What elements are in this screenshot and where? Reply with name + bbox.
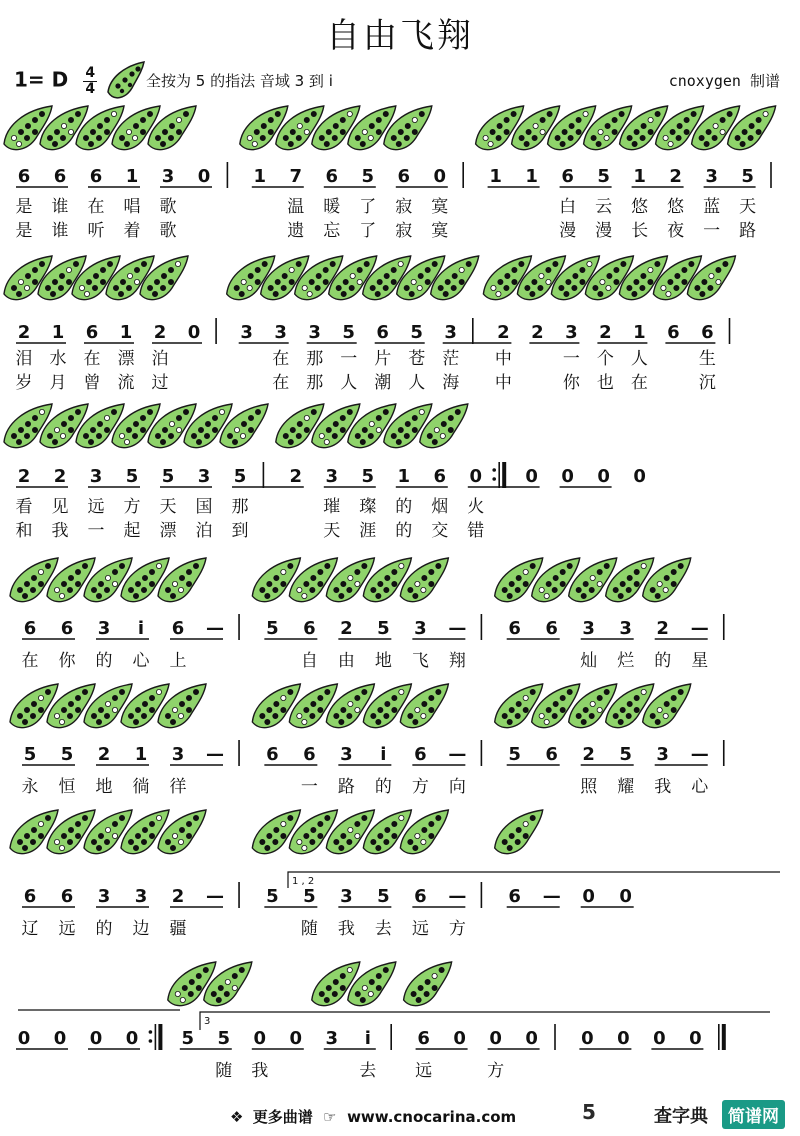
note: 1 — [119, 322, 133, 343]
note: 2 — [17, 466, 31, 487]
note: 5 — [303, 886, 316, 907]
note: 6 — [266, 744, 279, 765]
note: 6 — [303, 618, 316, 639]
note: 3 — [134, 886, 148, 907]
note: 3 — [161, 166, 175, 187]
lyric-char: 一 — [562, 349, 580, 369]
note: 6 — [60, 886, 74, 907]
note: 6 — [545, 744, 558, 765]
note: 0 — [187, 322, 201, 343]
note: 0 — [469, 466, 483, 487]
lyric-char: 自 — [300, 651, 318, 671]
lyric-char: 人 — [340, 373, 358, 393]
lyric-char: 那 — [231, 497, 249, 517]
note: 5 — [161, 466, 175, 487]
lyric-char: 方 — [487, 1061, 505, 1081]
site-url[interactable]: www.cnocarina.com — [347, 1108, 517, 1126]
credit: cnoxygen 制谱 — [668, 72, 780, 90]
note: 5 — [508, 744, 521, 765]
lyric-char: 灿 — [580, 651, 598, 671]
note: 1 — [525, 166, 538, 187]
lyric-char: 夜 — [667, 221, 685, 241]
lyric-char: 月 — [49, 373, 67, 393]
note: 0 — [582, 886, 595, 907]
note: 0 — [525, 466, 538, 487]
lyric-char: 路 — [337, 777, 355, 797]
lyric-char: 远 — [411, 919, 429, 939]
note: 6 — [17, 166, 31, 187]
lyric-char: 起 — [123, 521, 141, 541]
note: — — [206, 618, 224, 639]
key-label: 1= D — [14, 67, 69, 92]
note: 5 — [266, 886, 279, 907]
time-signature-bottom: 4 — [85, 81, 96, 97]
note: 2 — [669, 166, 682, 187]
note: 0 — [689, 1028, 702, 1049]
note: 5 — [619, 744, 632, 765]
note: 3 — [97, 618, 111, 639]
lyric-char: 心 — [691, 777, 709, 797]
lyric-char: 云 — [595, 197, 613, 217]
note: 6 — [433, 466, 447, 487]
lyric-char: 曾 — [83, 373, 101, 393]
note: 3 — [582, 618, 595, 639]
note: 5 — [60, 744, 74, 765]
lyric-char: 着 — [123, 221, 141, 241]
lyric-char: 远 — [58, 919, 76, 939]
lyric-char: 辽 — [21, 919, 39, 939]
note: 5 — [233, 466, 247, 487]
note: 6 — [417, 1028, 430, 1049]
note: 5 — [410, 322, 423, 343]
lyric-char: 烂 — [617, 651, 635, 671]
note: 3 — [240, 322, 253, 343]
note: 2 — [656, 618, 669, 639]
volta-label: 1 , 2 — [292, 876, 315, 887]
note: 0 — [633, 466, 646, 487]
lyric-char: 交 — [431, 521, 449, 541]
footer-link[interactable] — [230, 1106, 516, 1127]
repeat-dot — [149, 1039, 153, 1043]
note: 6 — [508, 618, 521, 639]
note: 2 — [599, 322, 612, 343]
lyric-char: 心 — [132, 651, 150, 671]
note: 6 — [376, 322, 389, 343]
lyric-char: 由 — [337, 651, 355, 671]
lyric-char: 人 — [630, 349, 648, 369]
note: 0 — [619, 886, 632, 907]
lyric-char: 涯 — [359, 521, 377, 541]
lyric-char: 在 — [83, 349, 101, 369]
lyric-char: 天 — [739, 197, 757, 217]
note: 0 — [581, 1028, 594, 1049]
note: 2 — [289, 466, 303, 487]
lyric-char: 暖 — [323, 197, 341, 217]
lyric-char: 方 — [448, 919, 466, 939]
lyric-char: 永 — [21, 777, 39, 797]
note: 1 — [134, 744, 148, 765]
lyric-char: 漂 — [159, 521, 177, 541]
note: 3 — [274, 322, 287, 343]
note: 0 — [617, 1028, 630, 1049]
ocarina-fingering-icon — [404, 962, 452, 1006]
note: 6 — [508, 886, 521, 907]
lyric-char: 在 — [87, 197, 105, 217]
note: 2 — [53, 466, 67, 487]
note: i — [137, 618, 145, 639]
note: 0 — [125, 1028, 139, 1049]
lyric-char: 苍 — [408, 349, 426, 369]
lyric-char: 温 — [287, 197, 305, 217]
lyric-char: 泊 — [195, 521, 213, 541]
note: 5 — [217, 1028, 231, 1049]
lyric-char: 了 — [359, 197, 377, 217]
note: 6 — [701, 322, 714, 343]
lyric-char: 寂 — [395, 221, 413, 241]
note: — — [690, 618, 709, 639]
note: 6 — [325, 166, 339, 187]
lyric-char: 水 — [49, 349, 67, 369]
note: 5 — [377, 618, 390, 639]
song-title: 自由飞翔 — [326, 16, 474, 56]
note: — — [690, 744, 709, 765]
lyric-char: 生 — [698, 349, 716, 369]
lyric-char: 海 — [442, 373, 460, 393]
note: 2 — [97, 744, 111, 765]
note: 3 — [565, 322, 578, 343]
lyric-char: 我 — [654, 777, 672, 797]
lyric-char: 片 — [374, 349, 392, 369]
note: 0 — [453, 1028, 466, 1049]
note: 5 — [597, 166, 610, 187]
note: 3 — [444, 322, 457, 343]
note: — — [448, 886, 467, 907]
note: 3 — [308, 322, 321, 343]
note: 6 — [89, 166, 103, 187]
note: 3 — [97, 886, 111, 907]
note: 6 — [53, 166, 67, 187]
note: 2 — [497, 322, 510, 343]
lyric-char: 见 — [51, 497, 69, 517]
note: — — [448, 618, 467, 639]
lyric-char: 流 — [117, 373, 135, 393]
note: 6 — [667, 322, 680, 343]
lyric-char: 远 — [415, 1061, 433, 1081]
lyric-char: 徉 — [169, 777, 187, 797]
note: 5 — [125, 466, 139, 487]
repeat-dot — [492, 477, 496, 481]
lyric-char: 遗 — [287, 221, 305, 241]
lyric-char: 恒 — [58, 777, 76, 797]
lyric-char: 的 — [654, 651, 672, 671]
lyric-char: 谁 — [51, 197, 69, 217]
lyric-char: 悠 — [667, 197, 685, 217]
note: 0 — [561, 466, 574, 487]
lyric-char: 错 — [467, 521, 485, 541]
lyric-char: 地 — [374, 651, 392, 671]
note: 6 — [303, 744, 316, 765]
lyric-char: 璨 — [359, 497, 377, 517]
note: 0 — [89, 1028, 103, 1049]
lyric-char: 一 — [340, 349, 358, 369]
note: 3 — [656, 744, 669, 765]
lyric-char: 寞 — [431, 197, 449, 217]
note: 0 — [653, 1028, 666, 1049]
note: 5 — [377, 886, 390, 907]
lyric-char: 长 — [631, 221, 649, 241]
lyric-char: 中 — [494, 349, 512, 369]
volta-bracket — [200, 1012, 770, 1030]
lyric-char: 随 — [300, 919, 318, 939]
note: 1 — [51, 322, 65, 343]
logo-text-a: 查字典 — [654, 1106, 708, 1127]
note: 5 — [741, 166, 754, 187]
lyric-char: 耀 — [617, 777, 635, 797]
note: 0 — [289, 1028, 303, 1049]
lyric-char: 远 — [87, 497, 105, 517]
note: 1 — [633, 322, 646, 343]
more-scores-label: 更多曲谱 — [252, 1108, 313, 1126]
lyric-char: 在 — [21, 651, 39, 671]
lyric-char: 人 — [408, 373, 426, 393]
volta-label: 3 — [204, 1016, 211, 1027]
lyric-char: 璀 — [323, 497, 341, 517]
note: 0 — [17, 1028, 31, 1049]
note: — — [448, 744, 467, 765]
lyric-char: 上 — [169, 651, 187, 671]
note: 6 — [23, 886, 37, 907]
lyric-char: 在 — [272, 373, 290, 393]
note: 6 — [414, 744, 427, 765]
lyric-char: 向 — [448, 777, 466, 797]
lyric-char: 蓝 — [703, 197, 721, 217]
note: 3 — [171, 744, 185, 765]
note: 5 — [361, 166, 375, 187]
note: 0 — [489, 1028, 502, 1049]
lyric-char: 歌 — [159, 197, 177, 217]
lyric-char: 寞 — [431, 221, 449, 241]
lyric-char: 中 — [494, 373, 512, 393]
lyric-char: 白 — [559, 197, 577, 217]
lyric-char: 潮 — [374, 373, 392, 393]
logo-text-b: 简谱网 — [722, 1100, 785, 1129]
lyric-char: 的 — [374, 777, 392, 797]
lyric-char: 漂 — [117, 349, 135, 369]
lyric-char: 的 — [95, 651, 113, 671]
note: 7 — [289, 166, 303, 187]
note: 1 — [397, 466, 411, 487]
lyric-char: 星 — [691, 651, 709, 671]
note: 3 — [705, 166, 718, 187]
pointing-hand-icon: ☞ — [317, 1108, 342, 1126]
note: 3 — [325, 466, 339, 487]
note: 5 — [181, 1028, 195, 1049]
note: — — [206, 744, 224, 765]
lyric-char: 方 — [123, 497, 141, 517]
lyric-char: 茫 — [442, 349, 460, 369]
note: 5 — [342, 322, 355, 343]
lyric-char: 去 — [374, 919, 392, 939]
note: 3 — [197, 466, 211, 487]
note: 2 — [171, 886, 185, 907]
lyric-char: 个 — [596, 349, 614, 369]
lyric-char: 看 — [15, 497, 33, 517]
lyric-char: 泪 — [15, 349, 33, 369]
lyric-char: 忘 — [323, 221, 341, 241]
note: 5 — [266, 618, 279, 639]
note: 0 — [597, 466, 610, 487]
note: 3 — [340, 744, 353, 765]
note: 6 — [545, 618, 558, 639]
lyric-char: 那 — [306, 373, 324, 393]
note: 0 — [525, 1028, 538, 1049]
lyric-char: 唱 — [123, 197, 141, 217]
lyric-char: 是 — [15, 197, 33, 217]
lyric-char: 火 — [467, 497, 485, 517]
lyric-char: 悠 — [631, 197, 649, 217]
lyric-char: 一 — [87, 521, 105, 541]
lyric-char: 我 — [51, 521, 69, 541]
lyric-char: 到 — [231, 521, 249, 541]
note: 1 — [253, 166, 267, 187]
diamond-icon: ❖ — [230, 1108, 244, 1126]
lyric-char: 你 — [562, 373, 580, 393]
note: i — [380, 744, 387, 765]
lyric-char: 在 — [272, 349, 290, 369]
lyric-char: 地 — [95, 777, 113, 797]
note: 6 — [397, 166, 411, 187]
lyric-char: 一 — [300, 777, 318, 797]
note: 1 — [125, 166, 139, 187]
lyric-char: 是 — [15, 221, 33, 241]
lyric-char: 你 — [58, 651, 76, 671]
lyric-char: 泊 — [151, 349, 169, 369]
time-signature-top: 4 — [85, 65, 96, 81]
lyric-char: 翔 — [448, 651, 466, 671]
lyric-char: 漫 — [595, 221, 613, 241]
lyric-char: 一 — [703, 221, 721, 241]
note: — — [542, 886, 561, 907]
note: 5 — [23, 744, 37, 765]
note: 0 — [253, 1028, 267, 1049]
note: 6 — [23, 618, 37, 639]
note: 1 — [489, 166, 502, 187]
note: 3 — [89, 466, 103, 487]
note: 6 — [85, 322, 99, 343]
lyric-char: 的 — [395, 497, 413, 517]
lyric-char: 国 — [195, 497, 213, 517]
note: 3 — [340, 886, 353, 907]
lyric-char: 的 — [95, 919, 113, 939]
note: 2 — [531, 322, 544, 343]
fingering-note: 全按为 5 的指法 音域 3 到 i — [146, 72, 333, 90]
note: 2 — [582, 744, 595, 765]
note: 5 — [361, 466, 375, 487]
lyric-char: 也 — [596, 373, 614, 393]
logo-mark: 5 — [582, 1100, 596, 1124]
lyric-char: 和 — [15, 521, 33, 541]
lyric-char: 烟 — [431, 497, 449, 517]
lyric-char: 漫 — [559, 221, 577, 241]
lyric-char: 那 — [306, 349, 324, 369]
lyric-char: 在 — [630, 373, 648, 393]
note: 0 — [197, 166, 211, 187]
lyric-char: 沉 — [698, 373, 716, 393]
lyric-char: 岁 — [15, 373, 33, 393]
note: 6 — [561, 166, 574, 187]
lyric-char: 路 — [739, 221, 757, 241]
lyric-char: 去 — [359, 1061, 377, 1081]
repeat-dot — [149, 1030, 153, 1034]
volta-bracket — [288, 872, 780, 888]
lyric-char: 听 — [87, 221, 105, 241]
lyric-char: 徜 — [132, 777, 150, 797]
repeat-dot — [492, 468, 496, 472]
note: 6 — [171, 618, 185, 639]
lyric-char: 照 — [580, 777, 598, 797]
note: i — [364, 1028, 371, 1049]
lyric-char: 过 — [151, 373, 169, 393]
lyric-char: 了 — [359, 221, 377, 241]
lyric-char: 疆 — [169, 919, 187, 939]
note: 3 — [414, 618, 427, 639]
note: 3 — [619, 618, 632, 639]
lyric-char: 方 — [411, 777, 429, 797]
note: 3 — [325, 1028, 339, 1049]
lyric-char: 的 — [395, 521, 413, 541]
note: 6 — [414, 886, 427, 907]
note: 0 — [53, 1028, 67, 1049]
lyric-char: 飞 — [411, 651, 429, 671]
note: — — [206, 886, 224, 907]
note: 2 — [340, 618, 353, 639]
lyric-char: 天 — [323, 521, 341, 541]
lyric-char: 我 — [251, 1061, 269, 1081]
lyric-char: 我 — [337, 919, 355, 939]
note: 6 — [60, 618, 74, 639]
lyric-char: 天 — [159, 497, 177, 517]
lyric-char: 谁 — [51, 221, 69, 241]
note: 2 — [17, 322, 31, 343]
lyric-char: 歌 — [159, 221, 177, 241]
note: 0 — [433, 166, 447, 187]
site-logo[interactable] — [582, 1100, 792, 1130]
lyric-char: 寂 — [395, 197, 413, 217]
note: 1 — [633, 166, 646, 187]
note: 2 — [153, 322, 167, 343]
ocarina-fingering-icon — [495, 810, 543, 854]
lyric-char: 随 — [215, 1061, 233, 1081]
lyric-char: 边 — [132, 919, 150, 939]
